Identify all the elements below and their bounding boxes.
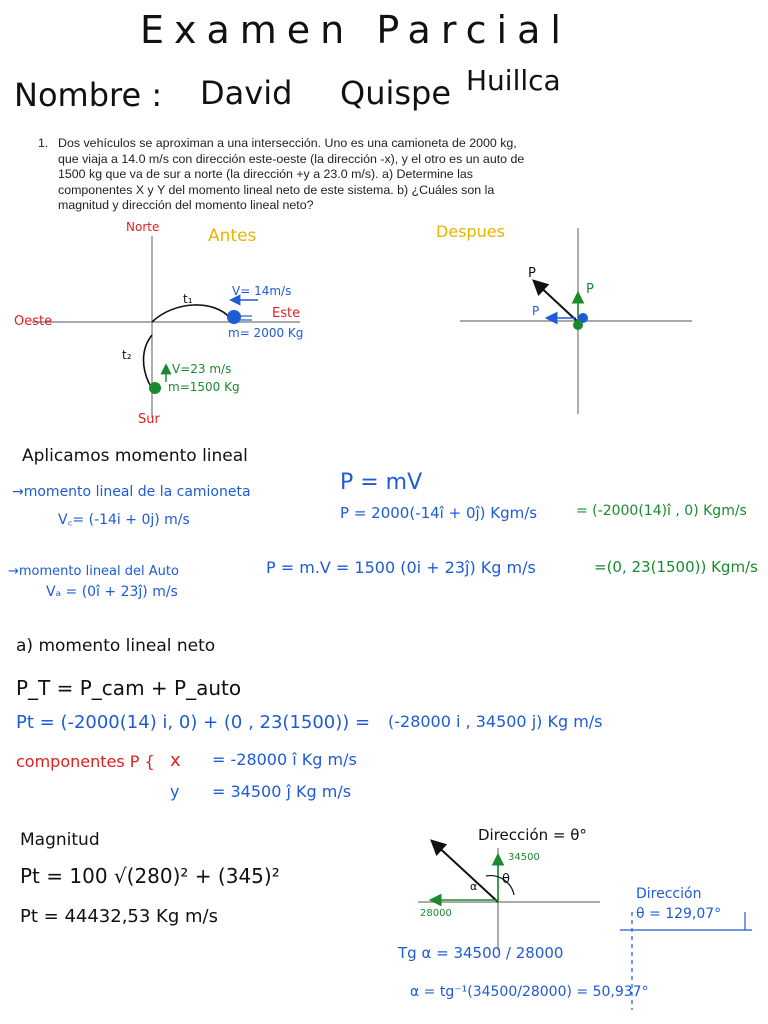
truck-velocity: V= 14m/s — [232, 284, 292, 298]
section-a: a) momento lineal neto — [16, 636, 216, 656]
camioneta-result: = (-2000(14)î , 0) Kgm/s — [576, 503, 747, 519]
label-p-up: P — [586, 282, 594, 297]
component-y-value: = 34500 ĵ Kg m/s — [212, 782, 352, 801]
auto-label: →momento lineal del Auto — [8, 564, 179, 579]
label-t1: t₁ — [183, 292, 193, 306]
auto-calc: P = m.V = 1500 (0i + 23ĵ) Kg m/s — [266, 558, 536, 577]
car-mass: m=1500 Kg — [168, 380, 240, 394]
componentes-label: componentes P { — [16, 752, 155, 771]
car-velocity: V=23 m/s — [172, 362, 232, 376]
label-north: Norte — [126, 220, 160, 234]
label-despues: Despues — [436, 222, 505, 241]
direccion-alpha: α — [470, 880, 478, 893]
magnitud-result: Pt = 44432,53 Kg m/s — [20, 906, 218, 927]
pt-calc-result: (-28000 i , 34500 j) Kg m/s — [388, 712, 603, 731]
label-west: Oeste — [14, 314, 53, 329]
auto-velocity: Vₐ = (0î + 23ĵ) m/s — [46, 584, 178, 600]
direccion-x-comp: 28000 — [420, 908, 452, 919]
student-first-name: David — [200, 74, 293, 112]
label-p-resultant: P — [528, 266, 536, 281]
direccion-label: Dirección = θ° — [478, 826, 587, 844]
direccion-box-label: Dirección — [636, 886, 702, 902]
t2-path — [144, 335, 153, 385]
camioneta-velocity: V꜀= (-14i + 0j) m/s — [58, 512, 190, 528]
student-last-name: Huillca — [466, 64, 561, 97]
direccion-y-comp: 34500 — [508, 852, 540, 863]
student-middle-name: Quispe — [340, 74, 452, 112]
component-x-var: x — [170, 750, 181, 771]
label-antes: Antes — [208, 226, 257, 246]
camioneta-calc: P = 2000(-14î + 0ĵ) Kgm/s — [340, 504, 538, 522]
problem-text: Dos vehículos se aproximan a una intersección. Uno es una camioneta de 2000 kg, que viaja a 14.0 m/s con dirección este-oeste (la dirección -x), y el otro es un auto de 1500 kg que va de sur a norte (la dirección +y a 23.0 m/s). a) Determine las componentes X y Y del momento lineal neto de este sistema. b) ¿Cuáles son la magnitud y dirección del momento lineal neto? — [58, 136, 525, 212]
name-label: Nombre : — [14, 76, 163, 114]
camioneta-label: →momento lineal de la camioneta — [12, 484, 251, 500]
pt-formula: P_T = P_cam + P_auto — [16, 676, 242, 700]
t1-path — [152, 305, 230, 322]
pt-calc: Pt = (-2000(14) i, 0) + (0 , 23(1500)) = — [16, 712, 371, 733]
label-t2: t₂ — [122, 348, 132, 362]
truck-dot — [227, 310, 241, 324]
direccion-box-value: θ = 129,07° — [636, 906, 722, 922]
truck-mass: m= 2000 Kg — [228, 326, 304, 340]
direccion-alpha-calc: α = tg⁻¹(34500/28000) = 50,937° — [410, 984, 649, 1000]
label-south: Sur — [138, 412, 160, 427]
auto-result: =(0, 23(1500)) Kgm/s — [594, 558, 758, 576]
component-x-value: = -28000 î Kg m/s — [212, 750, 357, 769]
problem-number: 1. — [38, 136, 49, 150]
direccion-theta: θ — [502, 872, 510, 887]
direction-resultant — [433, 842, 498, 902]
section-aplicamos: Aplicamos momento lineal — [22, 446, 248, 466]
magnitud-label: Magnitud — [20, 830, 100, 850]
component-y-var: y — [170, 782, 180, 801]
car-dot — [149, 382, 161, 394]
direccion-tg: Tg α = 34500 / 28000 — [398, 944, 564, 962]
momentum-formula: P = mV — [340, 470, 423, 495]
direction-axes — [418, 848, 600, 950]
magnitud-formula: Pt = 100 √(280)² + (345)² — [20, 864, 280, 888]
exam-title: Examen Parcial — [140, 8, 571, 52]
resultant-arrow — [535, 282, 578, 322]
label-east: Este — [272, 306, 301, 321]
label-p-left: P — [532, 304, 540, 318]
